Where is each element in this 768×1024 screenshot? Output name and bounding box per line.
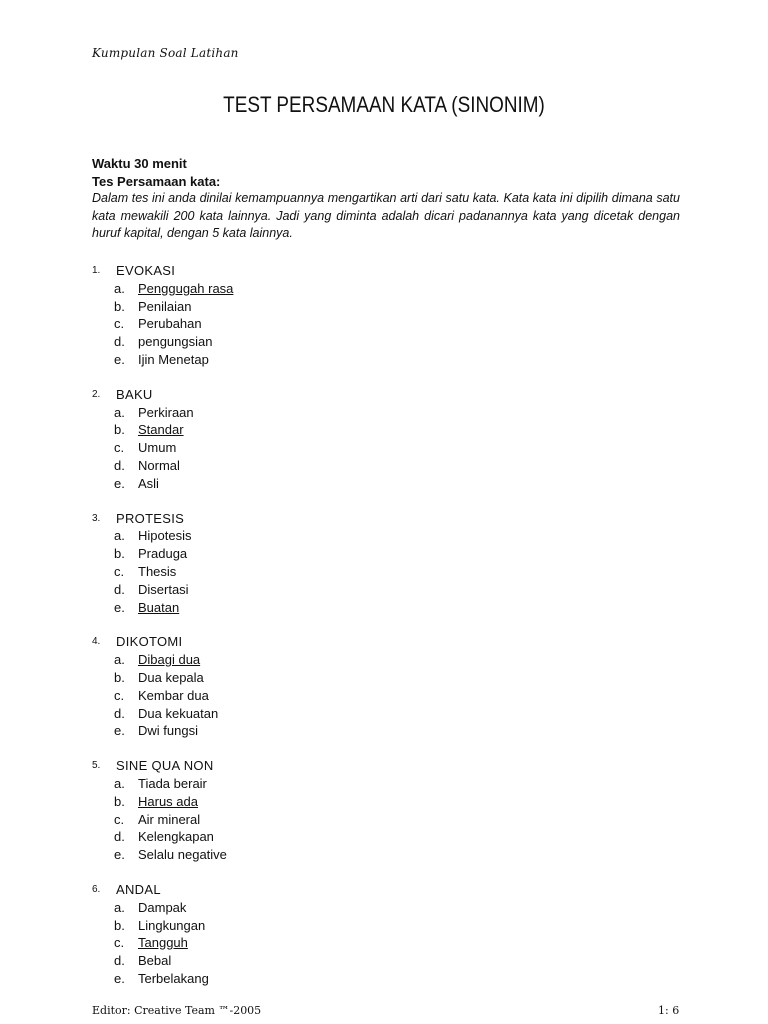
option-letter: b. <box>114 422 125 438</box>
answer-option <box>92 934 680 952</box>
option-letter: c. <box>114 563 125 579</box>
option-text: Umum <box>138 440 177 456</box>
test-subtitle: Tes Persamaan kata: <box>92 173 221 189</box>
answer-option <box>92 705 680 723</box>
question-number: 4. <box>92 636 101 648</box>
question-list <box>92 262 680 1005</box>
option-letter: b. <box>114 669 125 685</box>
option-text: Terbelakang <box>138 970 209 986</box>
option-letter: e. <box>114 475 125 491</box>
option-text: Dua kepala <box>138 669 204 685</box>
answer-option <box>92 563 680 581</box>
answer-option <box>92 527 680 545</box>
answer-option <box>92 545 680 563</box>
answer-option <box>92 599 680 617</box>
option-letter: e. <box>114 723 125 739</box>
option-letter: c. <box>114 687 125 703</box>
option-text: Perkiraan <box>138 404 194 420</box>
answer-option <box>92 457 680 475</box>
time-limit: Waktu 30 menit <box>92 156 187 171</box>
option-text: Asli <box>138 475 159 491</box>
option-text: Penilaian <box>138 298 192 314</box>
option-letter: e. <box>114 847 125 863</box>
option-letter: e. <box>114 970 125 986</box>
answer-option <box>92 439 680 457</box>
option-letter: c. <box>114 935 125 951</box>
option-letter: a. <box>114 404 125 420</box>
correct-answer-text: Harus ada <box>138 793 198 809</box>
question-header <box>92 262 680 280</box>
answer-option <box>92 651 680 669</box>
option-text: Normal <box>138 457 180 473</box>
option-text: Lingkungan <box>138 917 206 933</box>
option-letter: d. <box>114 829 125 845</box>
option-text: Tiada berair <box>138 775 207 791</box>
option-letter: b. <box>114 917 125 933</box>
answer-option <box>92 722 680 740</box>
answer-option <box>92 581 680 599</box>
answer-option <box>92 793 680 811</box>
answer-option <box>92 811 680 829</box>
option-text: Hipotesis <box>138 528 192 544</box>
question-word: ANDAL <box>116 881 161 897</box>
question-number: 5. <box>92 760 101 772</box>
answer-option <box>92 333 680 351</box>
answer-option <box>92 351 680 369</box>
answer-option <box>92 298 680 316</box>
answer-option <box>92 952 680 970</box>
option-letter: c. <box>114 811 125 827</box>
option-text: Perubahan <box>138 316 202 332</box>
question-item <box>92 386 680 493</box>
correct-answer-text: Buatan <box>138 599 180 615</box>
question-header <box>92 881 680 899</box>
option-letter: c. <box>114 440 125 456</box>
option-text: Kembar dua <box>138 687 209 703</box>
option-letter: a. <box>114 899 125 915</box>
test-description: Dalam tes ini anda dinilai kemampuannya mengartikan arti dari satu kata. Kata kata ini dipilih dimana satu kata mewakili 200 kata lainnya. Jadi yang diminta adalah dicari padanannya kata yang dicetak dengan huruf kapital, dengan 5 kata lainnya. <box>92 191 680 240</box>
question-number: 2. <box>92 388 101 400</box>
correct-answer-text: Dibagi dua <box>138 652 201 668</box>
question-header <box>92 633 680 651</box>
option-letter: d. <box>114 953 125 969</box>
option-text: Ijin Menetap <box>138 351 209 367</box>
option-letter: e. <box>114 599 125 615</box>
option-text: Disertasi <box>138 581 189 597</box>
page-header: Kumpulan Soal Latihan <box>92 46 239 60</box>
answer-option <box>92 475 680 493</box>
option-text: Thesis <box>138 563 177 579</box>
question-number: 1. <box>92 265 101 276</box>
answer-option <box>92 687 680 705</box>
option-text: Praduga <box>138 546 188 562</box>
answer-option <box>92 404 680 422</box>
correct-answer-text: Tangguh <box>138 935 188 951</box>
option-letter: d. <box>114 581 125 597</box>
option-text: Selalu negative <box>138 847 227 863</box>
option-letter: e. <box>114 351 125 367</box>
question-header <box>92 757 680 775</box>
question-header <box>92 386 680 404</box>
option-text: Air mineral <box>138 811 201 827</box>
option-letter: d. <box>114 705 125 721</box>
correct-answer-text: Standar <box>138 422 184 438</box>
answer-option <box>92 315 680 333</box>
option-letter: d. <box>114 457 125 473</box>
answer-option <box>92 775 680 793</box>
answer-option <box>92 846 680 864</box>
option-text: Bebal <box>138 953 172 969</box>
question-word: EVOKASI <box>116 263 176 278</box>
answer-option <box>92 280 680 298</box>
option-text: Kelengkapan <box>138 829 214 845</box>
correct-answer-text: Penggugah rasa <box>138 280 234 296</box>
option-letter: a. <box>114 280 125 296</box>
answer-option <box>92 970 680 988</box>
question-item <box>92 510 680 617</box>
option-letter: b. <box>114 793 125 809</box>
option-letter: a. <box>114 528 125 544</box>
option-letter: b. <box>114 546 125 562</box>
footer-page-number: 1: 6 <box>658 1004 680 1017</box>
option-text: Dwi fungsi <box>138 723 198 739</box>
question-word: DIKOTOMI <box>116 634 183 650</box>
answer-option <box>92 828 680 846</box>
option-text: Dampak <box>138 899 187 915</box>
option-letter: c. <box>114 316 125 332</box>
option-text: pengungsian <box>138 334 213 350</box>
question-number: 3. <box>92 512 101 524</box>
question-word: PROTESIS <box>116 510 185 526</box>
question-item <box>92 633 680 740</box>
question-word: BAKU <box>116 386 153 402</box>
option-letter: a. <box>114 652 125 668</box>
option-letter: b. <box>114 298 125 314</box>
option-letter: d. <box>114 334 125 350</box>
question-header <box>92 510 680 528</box>
question-item <box>92 262 680 369</box>
option-text: Dua kekuatan <box>138 705 219 721</box>
answer-option <box>92 669 680 687</box>
answer-option <box>92 899 680 917</box>
question-word: SINE QUA NON <box>116 758 214 774</box>
intro-section <box>92 155 680 243</box>
option-letter: a. <box>114 775 125 791</box>
question-item <box>92 881 680 988</box>
question-number: 6. <box>92 883 101 895</box>
footer-editor: Editor: Creative Team ™-2005 <box>92 1004 262 1017</box>
answer-option <box>92 421 680 439</box>
question-item <box>92 757 680 864</box>
answer-option <box>92 917 680 935</box>
page-title: TEST PERSAMAAN KATA (SINONIM) <box>223 92 545 117</box>
